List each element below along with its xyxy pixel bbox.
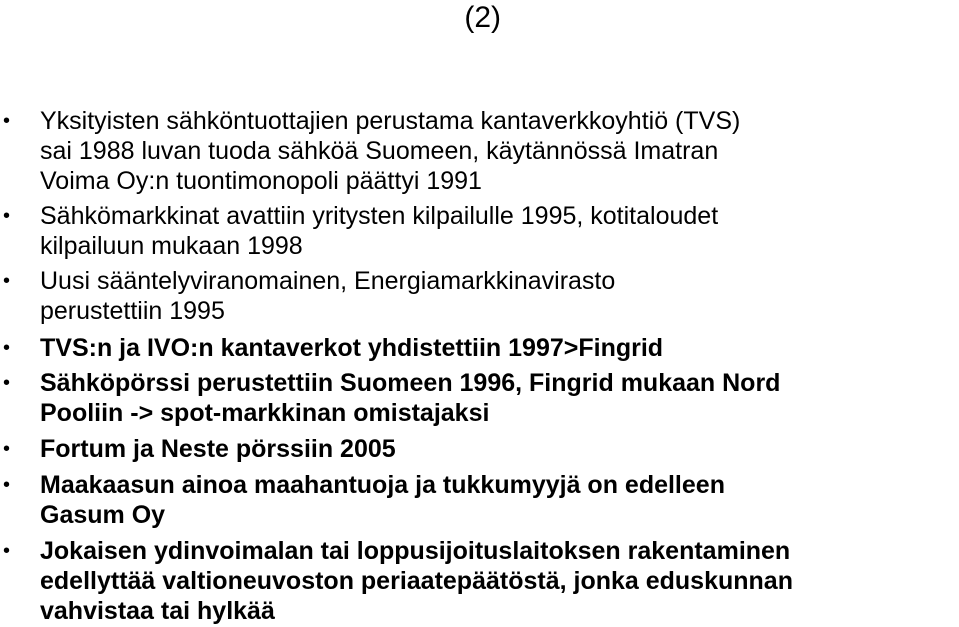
bullet-line: kilpailuun mukaan 1998 bbox=[40, 232, 303, 260]
bullet-line: Uusi sääntelyviranomainen, Energiamarkkinavirasto bbox=[40, 267, 616, 295]
bullet-marker: • bbox=[3, 438, 11, 460]
bullet-line: Voima Oy:n tuontimonopoli päättyi 1991 bbox=[40, 167, 482, 195]
bullet-line: Fortum ja Neste pörssiin 2005 bbox=[40, 435, 396, 463]
bullet-marker: • bbox=[3, 270, 11, 292]
bullet-line: Gasum Oy bbox=[40, 501, 166, 529]
slide-title: (2) bbox=[464, 1, 501, 34]
bullet-line: Sähköpörssi perustettiin Suomeen 1996, Fingrid mukaan Nord bbox=[40, 369, 781, 397]
bullet-marker: • bbox=[3, 474, 11, 496]
bullet-text bbox=[40, 266, 957, 326]
bullet-marker: • bbox=[3, 372, 11, 394]
bullet-line: sai 1988 luvan tuoda sähköä Suomeen, käytännössä Imatran bbox=[40, 137, 719, 165]
bullet-marker: • bbox=[3, 540, 11, 562]
bullet-line: Maakaasun ainoa maahantuoja ja tukkumyyjä on edelleen bbox=[40, 471, 725, 499]
bullet-line: edellyttää valtioneuvoston periaatepäätöstä, jonka eduskunnan bbox=[40, 567, 793, 595]
bullet-text bbox=[40, 368, 957, 428]
bullet-marker: • bbox=[3, 337, 11, 359]
bullet-line: Yksityisten sähköntuottajien perustama kantaverkkoyhtiö (TVS) bbox=[40, 107, 741, 135]
bullet-line: Sähkömarkkinat avattiin yritysten kilpailulle 1995, kotitaloudet bbox=[40, 202, 719, 230]
bullet-line: vahvistaa tai hylkää bbox=[40, 597, 275, 625]
bullet-text bbox=[40, 106, 957, 196]
bullet-line: perustettiin 1995 bbox=[40, 297, 225, 325]
bullet-text bbox=[40, 333, 957, 363]
bullet-text bbox=[40, 201, 957, 261]
bullet-text bbox=[40, 434, 957, 464]
bullet-line: Pooliin -> spot-markkinan omistajaksi bbox=[40, 399, 490, 427]
bullet-line: Jokaisen ydinvoimalan tai loppusijoituslaitoksen rakentaminen bbox=[40, 537, 791, 565]
bullet-marker: • bbox=[3, 205, 11, 227]
bullet-line: TVS:n ja IVO:n kantaverkot yhdistettiin 1997>Fingrid bbox=[40, 334, 664, 362]
bullet-text bbox=[40, 470, 957, 530]
bullet-text bbox=[40, 536, 957, 626]
bullet-marker: • bbox=[3, 110, 11, 132]
